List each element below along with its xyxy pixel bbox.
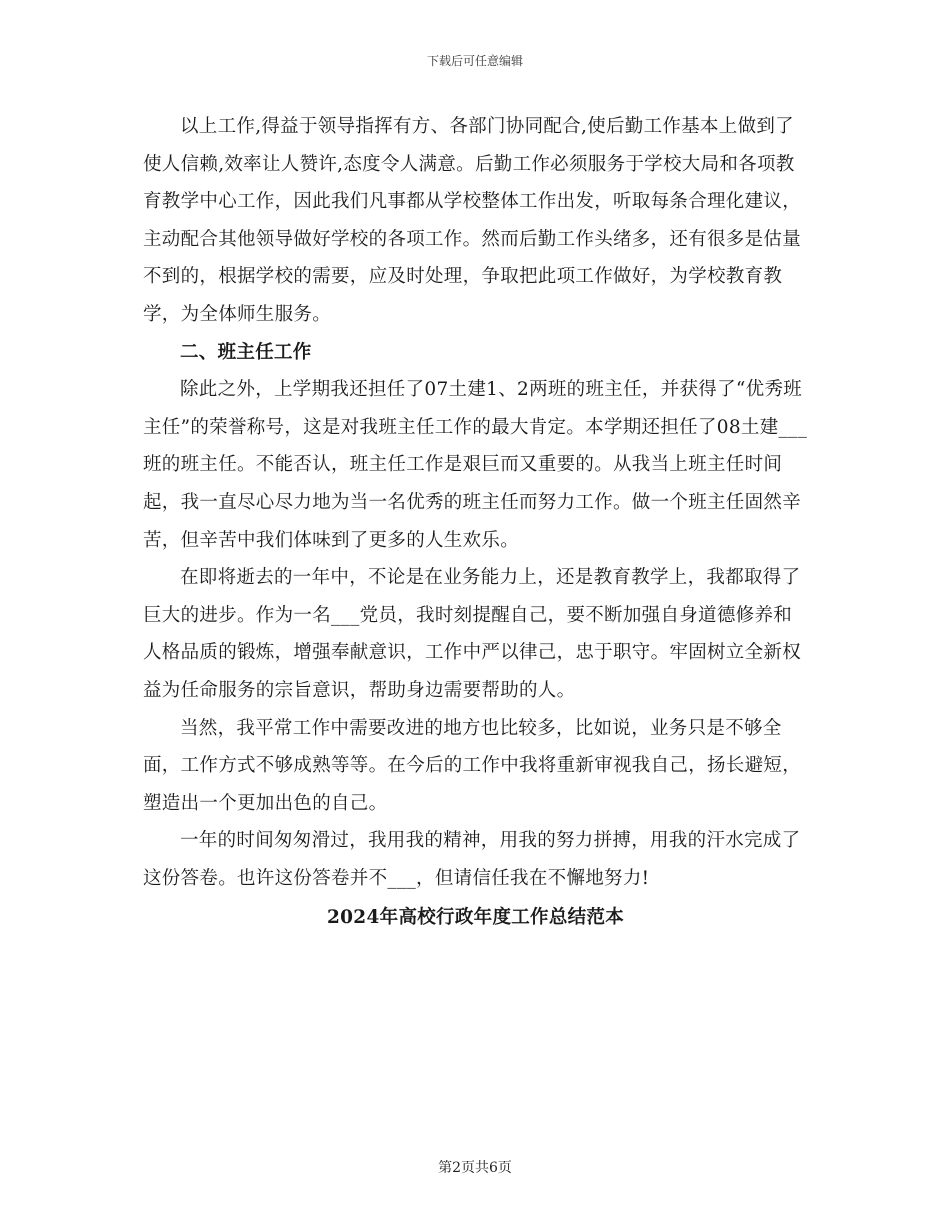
paragraph-improvements: 当然，我平常工作中需要改进的地方也比较多，比如说，业务只是不够全面，工作方式不够成熟等等。在今后的工作中我将重新审视我自己，扬长避短，塑造出一个更加出色的自己。 bbox=[143, 717, 802, 814]
page-header-note: 下载后可任意编辑 bbox=[426, 54, 523, 68]
paragraph-progress: 在即将逝去的一年中，不论是在业务能力上，还是教育教学上，我都取得了巨大的进步。作为一名___党员，我时刻提醒自己，要不断加强自身道德修养和人格品质的锻炼，增强奉献意识，工作中严以律己，忠于职守。牢固树立全新权益为任命服务的宗旨意识，帮助身边需要帮助的人。 bbox=[143, 567, 802, 701]
next-document-title: 2024年高校行政年度工作总结范本 bbox=[326, 907, 625, 929]
document-body bbox=[143, 108, 808, 937]
paragraph-logistics-summary: 以上工作,得益于领导指挥有方、各部门协同配合,使后勤工作基本上做到了使人信赖,效率让人赞许,态度令人满意。后勤工作必须服务于学校大局和各项教育教学中心工作，因此我们凡事都从学校整体工作出发，听取每条合理化建议，主动配合其他领导做好学校的各项工作。然而后勤工作头绪多，还有很多是估量不到的，根据学校的需要，应及时处理，争取把此项工作做好，为学校教育教学，为全体师生服务。 bbox=[143, 116, 802, 325]
page-number: 第2页共6页 bbox=[438, 1160, 512, 1176]
paragraph-class-teacher: 除此之外，上学期我还担任了07土建1、2两班的班主任，并获得了“优秀班主任”的荣誉称号，这是对我班主任工作的最大肯定。本学期还担任了08土建___班的班主任。不能否认，班主任工作是艰巨而又重要的。从我当上班主任时间起，我一直尽心尽力地为当一名优秀的班主任而努力工作。做一个班主任固然辛苦，但辛苦中我们体味到了更多的人生欢乐。 bbox=[143, 379, 808, 551]
section-heading-class-teacher: 二、班主任工作 bbox=[180, 341, 312, 363]
paragraph-closing: 一年的时间匆匆滑过，我用我的精神，用我的努力拼搏，用我的汗水完成了这份答卷。也许这份答卷并不___，但请信任我在不懈地努力! bbox=[143, 830, 801, 889]
